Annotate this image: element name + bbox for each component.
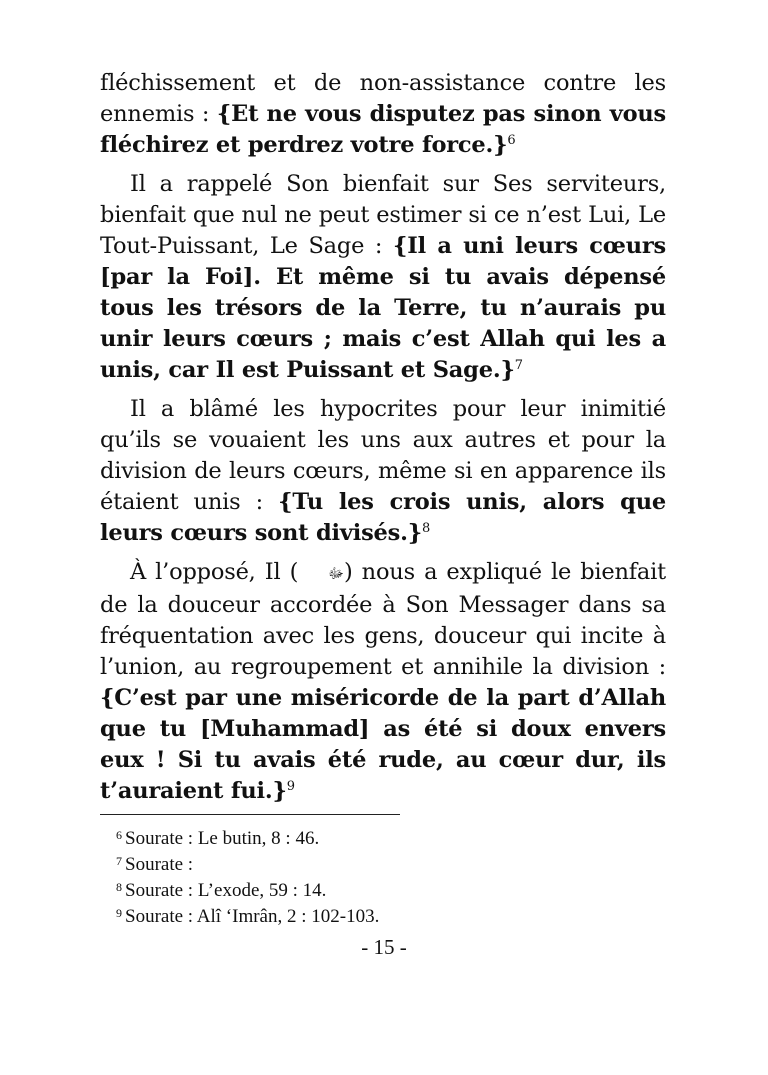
- footnote-number: 8: [116, 880, 122, 894]
- footnote-item: [116, 826, 636, 852]
- paragraph-text: Il a blâmé les hypocrites pour leur inimitié qu’ils se vouaient les uns aux autres et pour la division de leurs cœurs, même si en apparence ils étaient unis :: [100, 396, 666, 515]
- footnote-ref[interactable]: 7: [514, 358, 523, 373]
- footnote-item: [116, 852, 636, 878]
- quran-quote: {Il a uni leurs cœurs [par la Foi]. Et même si tu avais dépensé tous les trésors de la Terre, tu n’aurais pu unir leurs cœurs ; mais c’est Allah qui les a unis, car Il est Puissant et Sage.}: [100, 233, 667, 383]
- paragraph-text: Il a rappelé Son bienfait sur Ses serviteurs, bienfait que nul ne peut estimer si ce n’est Lui, Le Tout-Puissant, Le Sage :: [100, 171, 666, 259]
- paragraph-1: [100, 68, 666, 161]
- quran-quote: {Tu les crois unis, alors que leurs cœurs sont divisés.}: [100, 489, 666, 546]
- footnote-ref[interactable]: 9: [286, 779, 295, 794]
- paragraph-text-before: À l’opposé, Il (: [130, 559, 299, 585]
- footnote-item: [116, 878, 636, 904]
- footnote-number: 7: [116, 854, 122, 868]
- page-body: [100, 68, 666, 807]
- paragraph-text: fléchissement et de non-assistance contre les ennemis :: [100, 70, 666, 127]
- footnote-text: Sourate :: [125, 854, 194, 875]
- glorification-icon: ﷻ: [328, 566, 344, 582]
- footnote-divider: [100, 814, 400, 815]
- paragraph-2: [100, 169, 666, 386]
- footnote-number: 9: [116, 906, 122, 920]
- footnote-ref[interactable]: 8: [422, 521, 431, 536]
- footnote-text: Sourate : Alî ‘Imrân, 2 : 102-103.: [125, 906, 380, 927]
- footnotes-list: [116, 826, 636, 930]
- quran-quote: {Et ne vous disputez pas sinon vous fléchirez et perdrez votre force.}: [100, 101, 667, 158]
- quran-quote: {C’est par une miséricorde de la part d’Allah que tu [Muhammad] as été si doux envers eux ! Si tu avais été rude, au cœur dur, ils t’auraient fui.}: [100, 685, 666, 804]
- footnote-item: [116, 904, 636, 930]
- footnote-text: Sourate : L’exode, 59 : 14.: [125, 880, 327, 901]
- paragraph-3: [100, 394, 666, 549]
- paragraph-text: ) nous a expliqué le bienfait de la douceur accordée à Son Messager dans sa fréquentation avec les gens, douceur qui incite à l’union, au regroupement et annihile la division :: [100, 559, 666, 680]
- page-number: - 15 -: [361, 935, 407, 959]
- footnote-ref[interactable]: 6: [507, 133, 516, 148]
- paragraph-4: [100, 557, 666, 807]
- footnote-text: Sourate : Le butin, 8 : 46.: [125, 828, 320, 849]
- footnote-number: 6: [116, 828, 122, 842]
